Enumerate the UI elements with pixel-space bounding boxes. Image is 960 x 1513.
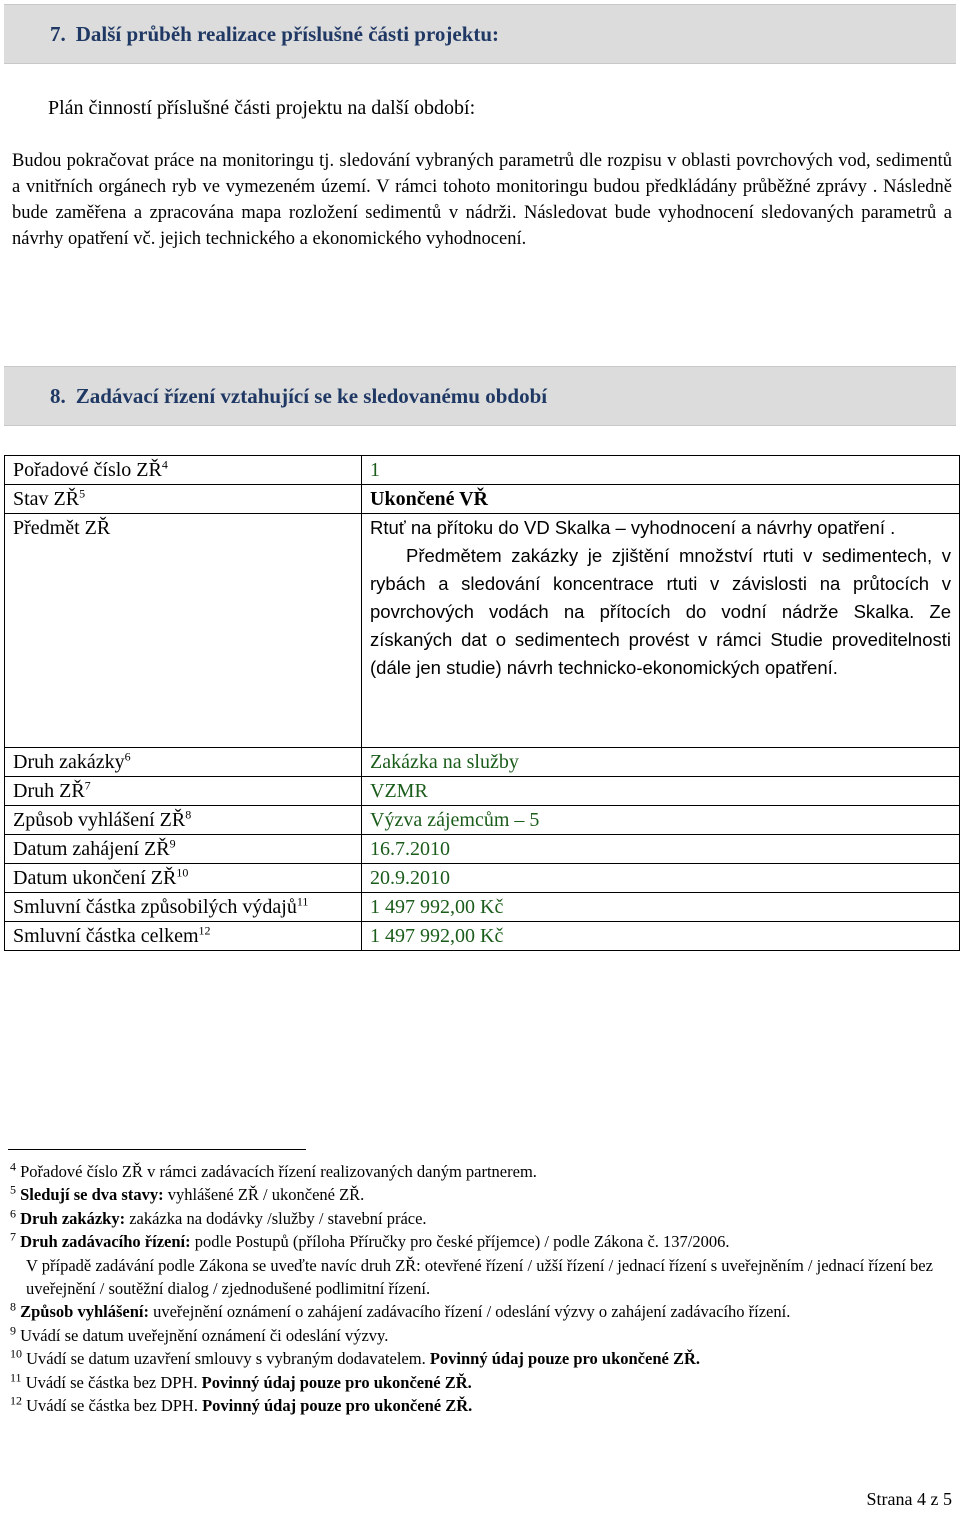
footnote-number: 7 [10,1229,16,1244]
footnote-ref: 4 [161,457,168,472]
row-label: Předmět ZŘ [5,514,362,748]
label-text: Druh ZŘ [13,780,85,802]
footnote-ref: 10 [176,865,189,880]
table-row [5,835,960,864]
section-7-title-text: Další průběh realizace příslušné části projektu: [75,22,500,46]
label-text: Smluvní částka celkem [13,925,199,947]
footnote-number: 11 [10,1370,22,1385]
label-text: Smluvní částka způsobilých výdajů [13,896,297,918]
row-label [5,835,362,864]
section-7-title [50,5,499,63]
label-text: Stav ZŘ [13,488,80,510]
section-8-number: 8. [50,384,66,408]
table-row [5,893,960,922]
footnote-text: podle Postupů (příloha Příručky pro české příjemce) / podle Zákona č. 137/2006. [190,1232,730,1252]
row-value: Zakázka na služby [362,748,960,777]
footnote-8 [10,1300,940,1323]
procurement-table [4,455,960,951]
label-text: Datum ukončení ZŘ [13,867,177,889]
page-number: Strana 4 z 5 [866,1489,952,1509]
row-label [5,485,362,514]
footnote-number: 9 [10,1323,16,1338]
section-8-title [50,367,547,425]
label-text: Způsob vyhlášení ZŘ [13,809,186,831]
row-value: VZMR [362,777,960,806]
footnote-9 [10,1324,940,1347]
label-text: Druh zakázky [13,751,125,773]
row-label [5,922,362,951]
footnote-ref: 6 [124,749,131,764]
label-text: Datum zahájení ZŘ [13,838,170,860]
footnote-number: 10 [10,1346,22,1361]
footnote-number: 12 [10,1393,22,1408]
footnote-text: vyhlášené ZŘ / ukončené ZŘ. [163,1185,365,1205]
footnote-ref: 8 [185,807,192,822]
footnote-text: Uvádí se částka bez DPH. [26,1396,203,1416]
table-row [5,748,960,777]
table-row [5,806,960,835]
row-value: 20.9.2010 [362,864,960,893]
footnote-4 [10,1160,940,1183]
footnote-7 [10,1230,940,1253]
section-7-subtitle: Plán činností příslušné části projektu na další období: [48,97,476,119]
section-8-header [4,366,956,426]
footnote-ref: 11 [296,894,309,909]
footnotes [10,1160,940,1417]
subject-text: Předmětem zakázky je zjištění množství rtuti v sedimentech, v rybách a sledování koncentrace rtuti v závislosti na průtocích v povrchových vodách na přítocích do vodní nádrže Skalka. Ze získaných dat o sedimentech provést v rámci Studie proveditelnosti (dále jen studie) návrh technicko-ekonomických opatření. [370,545,951,678]
row-value: 1 497 992,00 Kč [362,922,960,951]
footnote-text: Uvádí se datum uzavření smlouvy s vybraným dodavatelem. [26,1349,430,1369]
footnote-number: 8 [10,1299,16,1314]
footnote-ref: 5 [79,486,86,501]
footnote-text: Uvádí se datum uveřejnění oznámení či odeslání výzvy. [20,1325,389,1345]
footnote-ref: 9 [169,836,176,851]
row-label [5,806,362,835]
footnote-bold: Povinný údaj pouze pro ukončené ZŘ. [429,1349,700,1369]
row-value: 1 497 992,00 Kč [362,893,960,922]
footnote-bold: Povinný údaj pouze pro ukončené ZŘ. [202,1396,473,1416]
table-row [5,485,960,514]
row-value: 16.7.2010 [362,835,960,864]
row-value: Ukončené VŘ [362,485,960,514]
row-label [5,748,362,777]
footnote-text: zakázka na dodávky /služby / stavební práce. [125,1208,427,1228]
footnote-bold: Povinný údaj pouze pro ukončené ZŘ. [201,1372,472,1392]
section-7-number: 7. [50,22,66,46]
section-8-title-text: Zadávací řízení vztahující se ke sledovanému období [75,384,548,408]
footnote-number: 4 [10,1159,16,1174]
footnote-number: 6 [10,1206,16,1221]
footnote-bold: Druh zakázky: [20,1208,126,1228]
subject-title: Rtuť na přítoku do VD Skalka – vyhodnocení a návrhy opatření . [370,517,896,538]
footnote-separator [8,1149,306,1150]
footnote-text: Uvádí se částka bez DPH. [25,1372,202,1392]
footnote-text: Pořadové číslo ZŘ v rámci zadávacích řízení realizovaných daným partnerem. [20,1162,537,1181]
footnote-5 [10,1183,940,1206]
footnote-bold: Způsob vyhlášení: [20,1302,149,1322]
footnote-text: uveřejnění oznámení o zahájení zadávacího řízení / odeslání výzvy o zahájení zadávacího řízení. [148,1302,791,1322]
section-7-header [4,4,956,64]
footnote-ref: 7 [84,778,91,793]
table-row [5,922,960,951]
footnote-6 [10,1207,940,1230]
table-row [5,514,960,748]
footnote-bold: Sledují se dva stavy: [20,1185,164,1205]
footnote-bold: Druh zadávacího řízení: [20,1232,191,1252]
footnote-11 [10,1371,940,1394]
subject-description [362,514,960,748]
row-label [5,456,362,485]
row-label [5,893,362,922]
row-value: Výzva zájemcům – 5 [362,806,960,835]
row-label [5,777,362,806]
row-value: 1 [362,456,960,485]
table-row [5,864,960,893]
footnote-12 [10,1394,940,1417]
footnote-10 [10,1347,940,1370]
label-text: Pořadové číslo ZŘ [13,459,162,481]
row-label [5,864,362,893]
footnote-ref: 12 [198,923,211,938]
section-7-paragraph: Budou pokračovat práce na monitoringu tj. sledování vybraných parametrů dle rozpisu v oblasti povrchových vod, sedimentů a vnitřních orgánech ryb ve vymezeném území. V rámci tohoto monitoringu budou předkládány průběžné zprávy . Následně bude zaměřena a zpracována mapa rozložení sedimentů v nádrži. Následovat bude vyhodnocení sledovaných parametrů a návrhy opatření vč. jejich technického a ekonomického vyhodnocení. [12,151,952,249]
table-row [5,777,960,806]
footnote-number: 5 [10,1182,16,1197]
table-row [5,456,960,485]
footnote-7-continuation: V případě zadávání podle Zákona se uveďte navíc druh ZŘ: otevřené řízení / užší řízení / jednací řízení s uveřejněním / jednací řízení bez uveřejnění / soutěžní dialog / zjednodušené podlimitní řízení. [26,1255,933,1299]
